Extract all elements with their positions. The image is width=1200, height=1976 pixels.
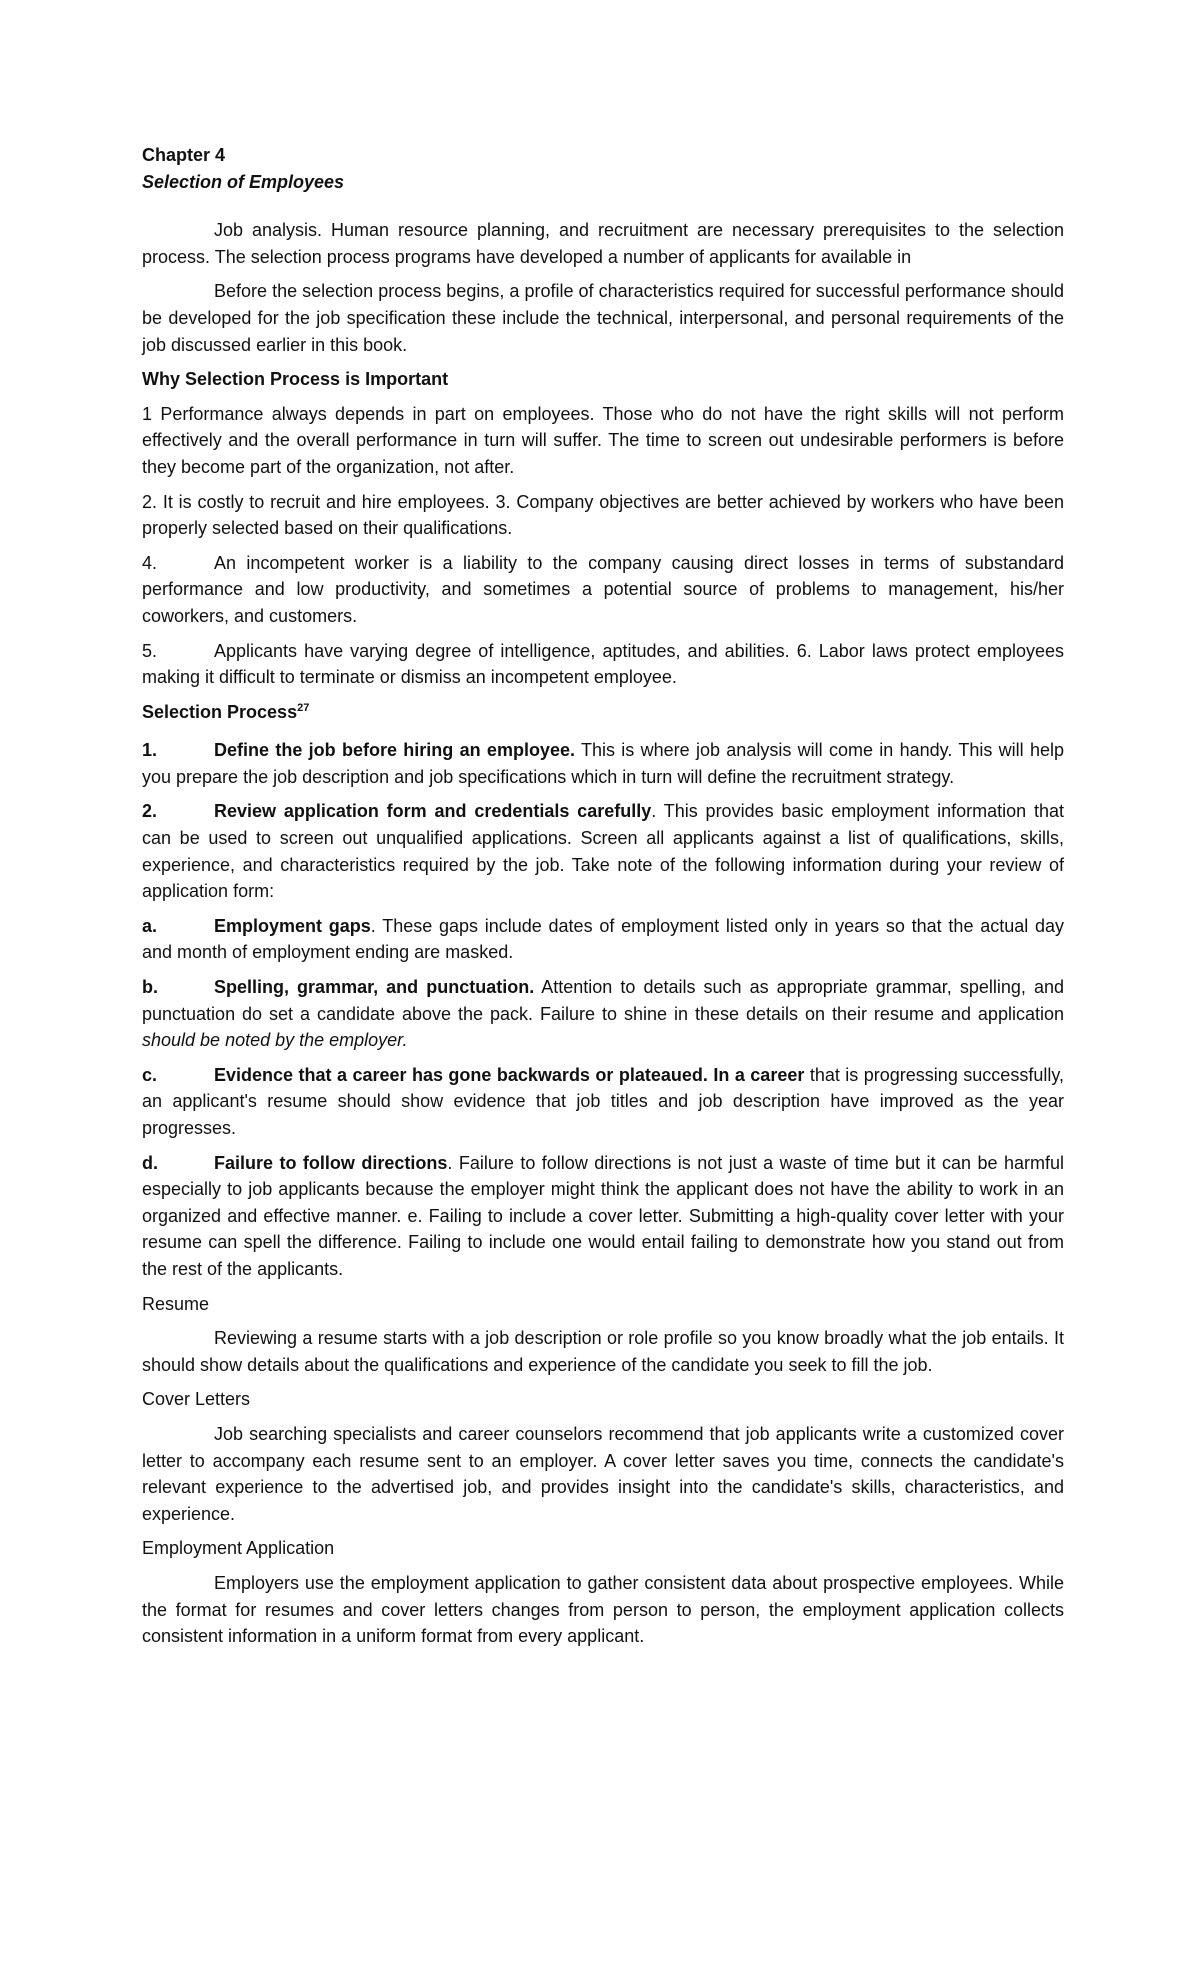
employment-application-paragraph: Employers use the employment application to gather consistent data about prospective employees. While the format for resumes and cover letters changes from person to person, the employment application collects consistent information in a uniform format from every applicant. [142, 1572, 1064, 1647]
cover-letters-heading: Cover Letters [142, 1389, 251, 1410]
step-2 [142, 798, 1064, 904]
item-b-italic: should be noted by the employer. [142, 1030, 408, 1051]
step-2-title: Review application form and credentials carefully [214, 801, 652, 822]
list-letter: b. [142, 977, 158, 998]
list-letter: c. [142, 1064, 158, 1085]
item-c-text: that is progressing successfully, an applicant's resume should show evidence that job titles and job description have improved as the year progresses. [142, 1064, 1064, 1138]
list-number: 5. [142, 640, 158, 661]
why-text-4: An incompetent worker is a liability to the company causing direct losses in terms of substandard performance and low productivity, and sometimes a potential source of problems to management, his/her coworkers, and customers. [142, 552, 1064, 626]
chapter-title: Selection of Employees [142, 171, 345, 192]
item-d-title: Failure to follow directions [214, 1152, 448, 1173]
item-b-text: Attention to details such as appropriate grammar, spelling, and punctuation do set a candidate above the pack. Failure to shine in these details on their resume and application [142, 977, 1064, 1024]
why-heading: Why Selection Process is Important [142, 369, 449, 390]
intro-paragraph-1: Job analysis. Human resource planning, and recruitment are necessary prerequisites to the selection process. The selection process programs have developed a number of applicants for available in [142, 220, 1064, 267]
item-a-title: Employment gaps [214, 915, 371, 936]
list-letter: a. [142, 915, 158, 936]
document-page [142, 142, 1064, 1658]
chapter-label: Chapter 4 [142, 145, 226, 165]
step-1-title: Define the job before hiring an employee. [214, 740, 575, 761]
step-1-text: This is where job analysis will come in handy. This will help you prepare the job description and job specifications which in turn will define the recruitment strategy. [142, 740, 1064, 787]
why-paragraph-5 [142, 638, 1064, 691]
item-c-title: Evidence that a career has gone backwards or plateaued. In a career [214, 1064, 805, 1085]
why-paragraph-1: 1 Performance always depends in part on employees. Those who do not have the right skills will not perform effectively and the overall performance in turn will suffer. The time to screen out undesirable performers is before they become part of the organization, not after. [142, 403, 1064, 477]
list-number: 4. [142, 552, 158, 573]
step-1 [142, 737, 1064, 790]
list-number: 2. [142, 801, 158, 822]
step-2-text: . This provides basic employment information that can be used to screen out unqualified applications. Screen all applicants against a list of qualifications, skills, experience, and characteristics required by the job. Take note of the following information during your review of application form: [142, 801, 1064, 902]
item-a-text: . These gaps include dates of employment listed only in years so that the actual day and month of employment ending are masked. [142, 915, 1064, 963]
list-number: 1. [142, 740, 158, 761]
footnote-ref: 27 [297, 701, 310, 714]
employment-application-heading: Employment Application [142, 1538, 335, 1559]
item-a [142, 913, 1064, 966]
item-d-text: . Failure to follow directions is not just a waste of time but it can be harmful especially to job applicants because the employer might think the applicant does not have the ability to work in an organized and effective manner. e. Failing to include a cover letter. Submitting a high-quality cover letter with your resume can spell the difference. Failing to include one would entail failing to demonstrate how you stand out from the rest of the applicants. [142, 1152, 1064, 1279]
process-heading [142, 699, 1064, 726]
intro-paragraph-2: Before the selection process begins, a profile of characteristics required for successful performance should be developed for the job specification these include the technical, interpersonal, and personal requirements of the job discussed earlier in this book. [142, 281, 1064, 355]
why-paragraph-2: 2. It is costly to recruit and hire employees. 3. Company objectives are better achieved by workers who have been properly selected based on their qualifications. [142, 491, 1064, 539]
resume-heading: Resume [142, 1293, 210, 1314]
resume-paragraph: Reviewing a resume starts with a job description or role profile so you know broadly what the job entails. It should show details about the qualifications and experience of the candidate you seek to fill the job. [142, 1328, 1064, 1375]
item-b [142, 974, 1064, 1054]
item-b-title: Spelling, grammar, and punctuation. [214, 977, 535, 998]
list-letter: d. [142, 1152, 158, 1173]
process-heading-text: Selection Process [142, 701, 298, 722]
item-d [142, 1150, 1064, 1283]
item-c [142, 1062, 1064, 1142]
cover-letters-paragraph: Job searching specialists and career counselors recommend that job applicants write a customized cover letter to accompany each resume sent to an employer. A cover letter saves you time, connects the candidate's relevant experience to the advertised job, and provides insight into the candidate's skills, characteristics, and experience. [142, 1423, 1064, 1524]
why-text-5: Applicants have varying degree of intelligence, aptitudes, and abilities. 6. Labor laws protect employees making it difficult to terminate or dismiss an incompetent employee. [142, 640, 1064, 688]
why-paragraph-4 [142, 550, 1064, 630]
